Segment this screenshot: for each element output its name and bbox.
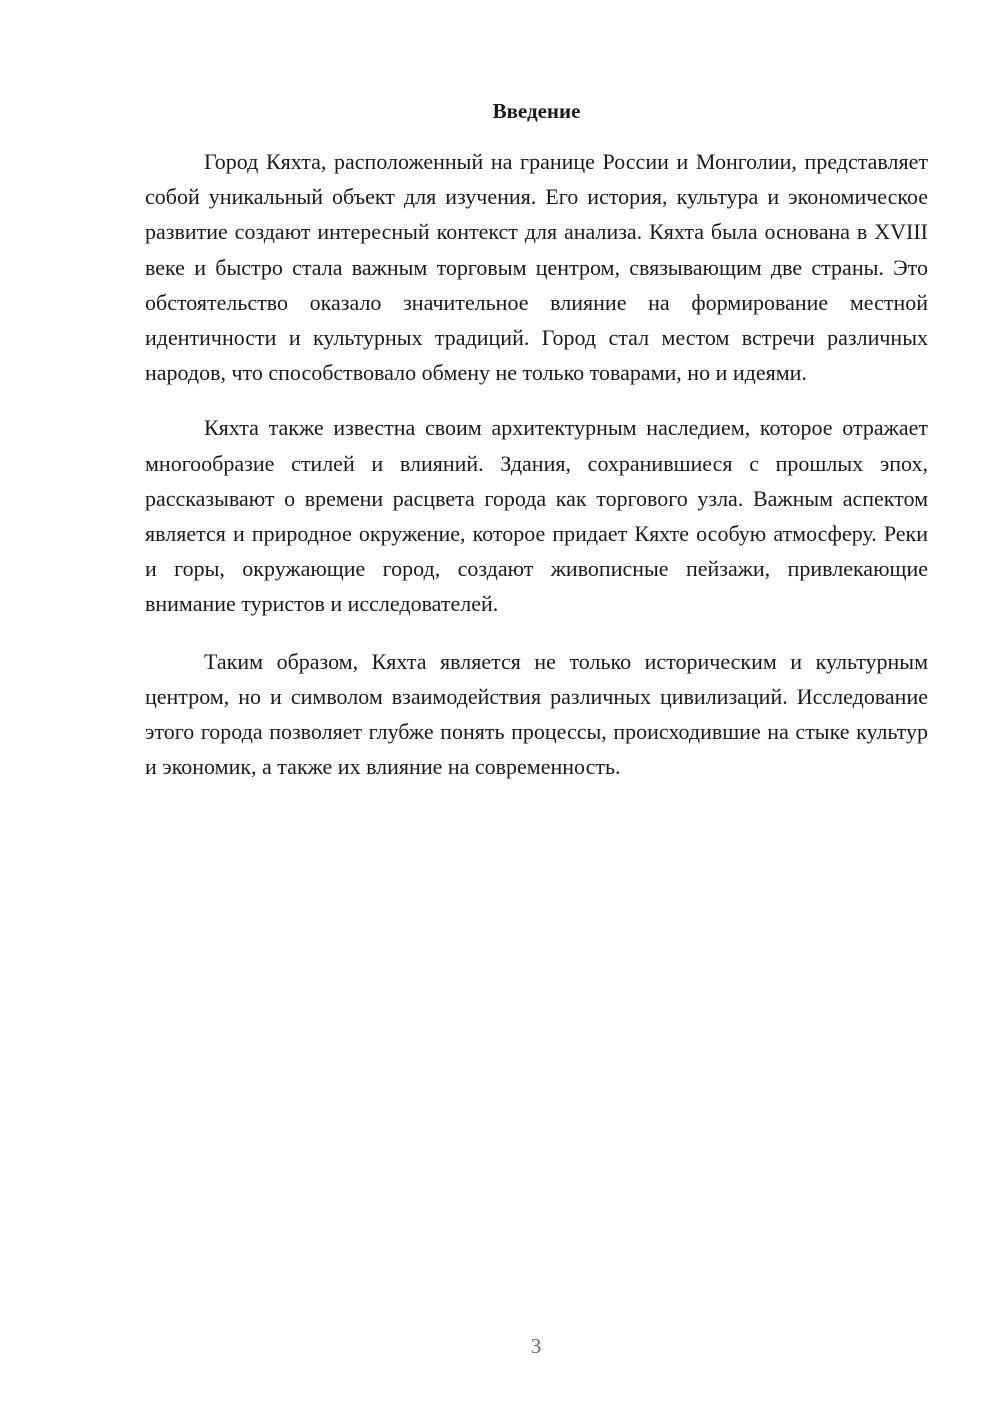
- section-title: Введение: [492, 99, 581, 123]
- page-body: [145, 96, 928, 784]
- paragraph-3: Таким образом, Кяхта является не только историческим и культурным центром, но и символом взаимодействия различных цивилизаций. Исследование этого города позволяет глубже понять процессы, происходившие на стыке культур и экономик, а также их влияние на современность.: [145, 648, 928, 780]
- paragraph-1: Город Кяхта, расположенный на границе России и Монголии, представляет собой уникальный объект для изучения. Его история, культура и экономическое развитие создают интересный контекст для анализа. Кяхта была основана в XVIII веке и быстро стала важным торговым центром, связывающим две страны. Это обстоятельство оказало значительное влияние на формирование местной идентичности и культурных традиций. Город стал местом встречи различных народов, что способствовало обмену не только товарами, но и идеями.: [145, 149, 928, 386]
- paragraph-2: Кяхта также известна своим архитектурным наследием, которое отражает многообразие стилей и влияний. Здания, сохранившиеся с прошлых эпох, рассказывают о времени расцвета города как торгового узла. Важным аспектом является и природное окружение, которое придает Кяхте особую атмосферу. Реки и горы, окружающие город, создают живописные пейзажи, привлекающие внимание туристов и исследователей.: [145, 415, 928, 617]
- page-number: 3: [530, 1334, 542, 1358]
